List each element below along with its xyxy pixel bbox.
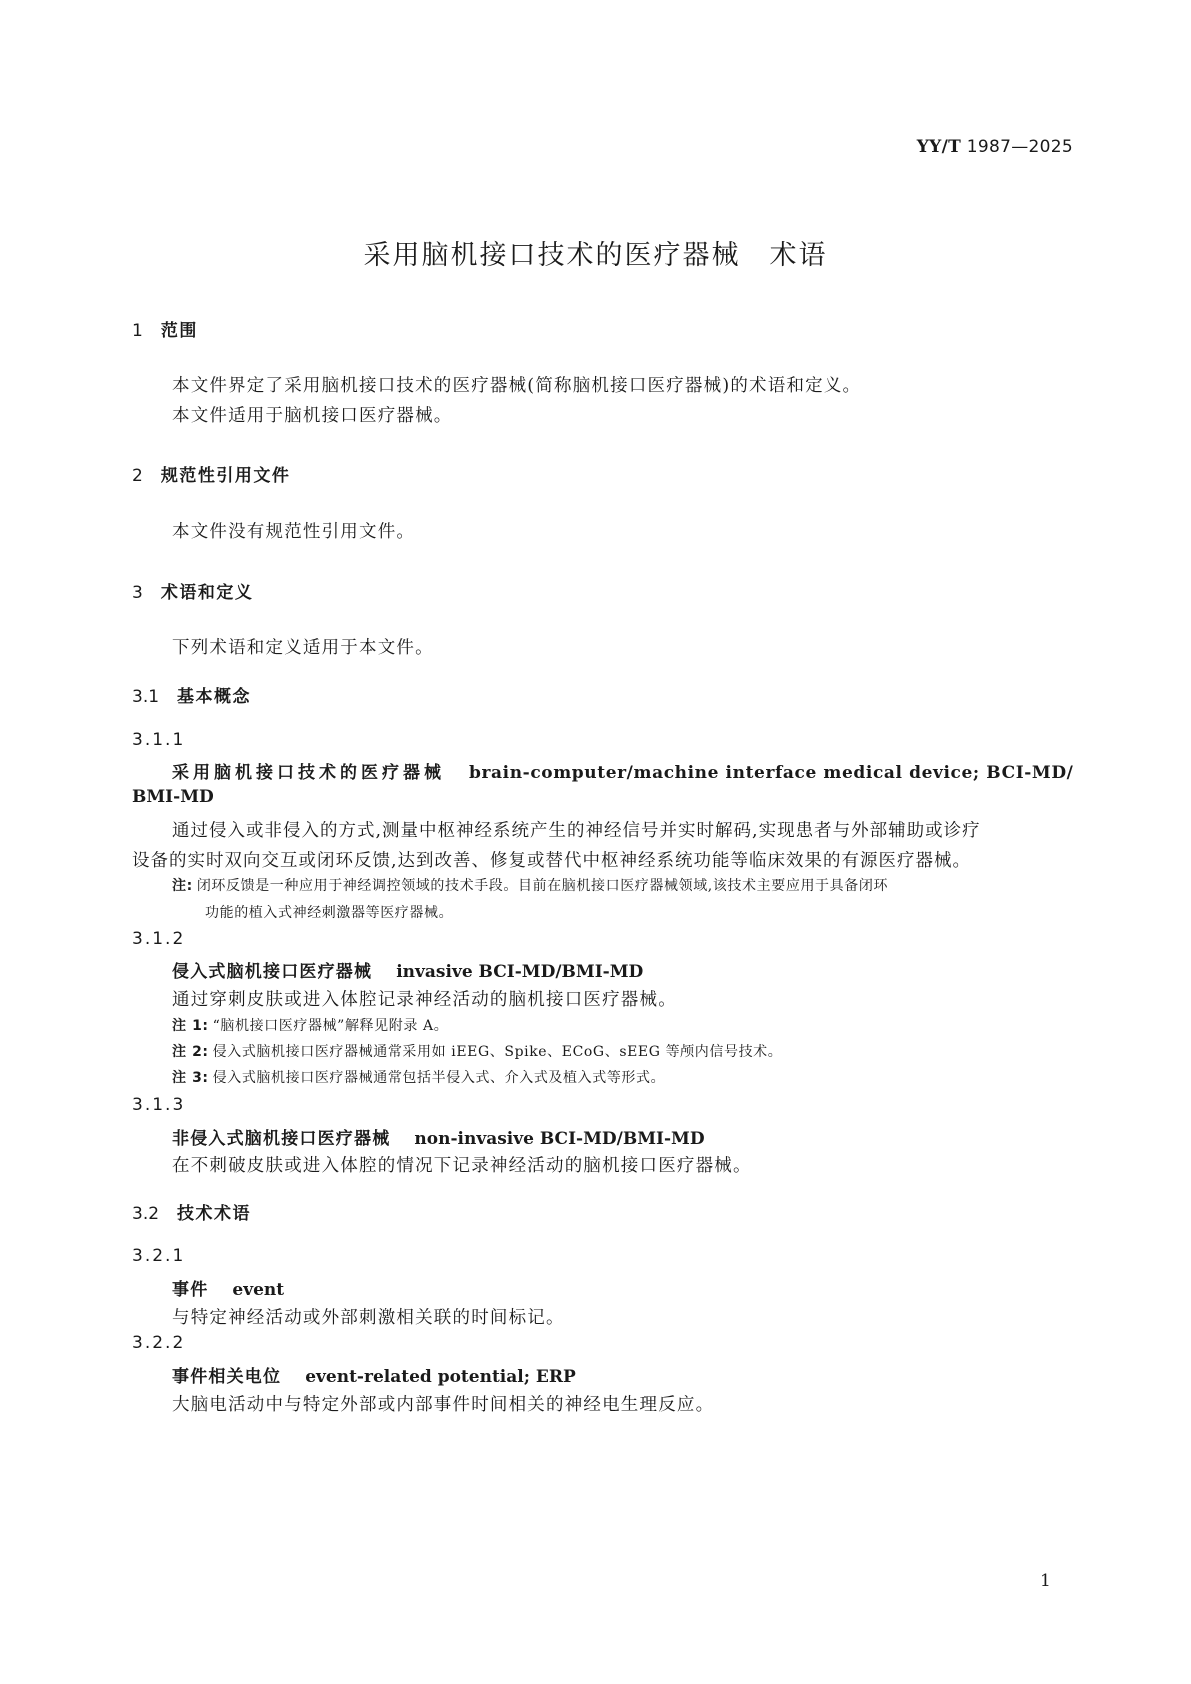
section-number: 3.1 [132,687,160,707]
term-chinese: 采用脑机接口技术的医疗器械 [172,763,445,783]
note-text: “脑机接口医疗器械”解释见附录 A。 [212,1018,449,1034]
standard-number: 1987—2025 [966,137,1073,157]
section-number: 2 [132,466,143,486]
note-label: 注 1: [172,1018,209,1034]
definition: 大脑电活动中与特定外部或内部事件时间相关的神经电生理反应。 [172,1395,715,1415]
paragraph: 本文件适用于脑机接口医疗器械。 [172,406,453,426]
section-3-heading [132,578,253,603]
section-number: 3 [132,583,143,603]
note-continued: 功能的植入式神经刺激器等医疗器械。 [205,905,454,921]
term-chinese: 事件 [172,1280,209,1300]
term-heading [172,758,1074,783]
clause-number: 3.2.1 [132,1246,186,1266]
section-1-heading [132,316,198,341]
note [172,1067,665,1087]
term-english: event-related potential; ERP [305,1367,576,1387]
definition: 与特定神经活动或外部刺激相关联的时间标记。 [172,1308,565,1328]
section-title: 术语和定义 [160,583,254,603]
note-label: 注: [172,878,193,894]
section-title: 规范性引用文件 [160,466,291,486]
subsection-3-2-heading [132,1199,251,1224]
term-chinese: 事件相关电位 [172,1367,282,1387]
note [172,875,888,895]
note-label: 注 3: [172,1070,209,1086]
term-heading-continued [132,787,214,807]
term-english: brain-computer/machine interface medical device; BCI-MD/ [469,763,1074,783]
term-english: BMI-MD [132,787,214,807]
page-number: 1 [1040,1571,1051,1591]
paragraph: 下列术语和定义适用于本文件。 [172,638,434,658]
subsection-3-1-heading [132,682,251,707]
note [172,1041,782,1061]
term-heading [172,1124,705,1149]
paragraph: 本文件界定了采用脑机接口技术的医疗器械(简称脑机接口医疗器械)的术语和定义。 [172,376,862,396]
note-text: 侵入式脑机接口医疗器械通常采用如 iEEG、Spike、ECoG、sEEG 等颅内信号技术。 [212,1044,783,1060]
note-label: 注 2: [172,1044,209,1060]
section-2-heading [132,461,290,486]
section-title: 范围 [160,321,198,341]
clause-number: 3.1.3 [132,1095,186,1115]
definition: 设备的实时双向交互或闭环反馈,达到改善、修复或替代中枢神经系统功能等临床效果的有源医疗器械。 [132,851,972,871]
standard-prefix: YY/T [916,137,962,157]
standard-code [917,137,1073,157]
term-heading [172,957,643,982]
term-chinese: 非侵入式脑机接口医疗器械 [172,1129,391,1149]
term-chinese: 侵入式脑机接口医疗器械 [172,962,373,982]
section-number: 3.2 [132,1204,160,1224]
section-title: 基本概念 [177,687,252,707]
note [172,1015,448,1035]
section-number: 1 [132,321,143,341]
clause-number: 3.1.1 [132,730,186,750]
definition: 通过侵入或非侵入的方式,测量中枢神经系统产生的神经信号并实时解码,实现患者与外部辅助或诊疗 [172,821,981,841]
note-text: 闭环反馈是一种应用于神经调控领域的技术手段。目前在脑机接口医疗器械领域,该技术主要应用于具备闭环 [196,878,889,894]
document-title: 采用脑机接口技术的医疗器械 术语 [363,240,828,271]
note-text: 侵入式脑机接口医疗器械通常包括半侵入式、介入式及植入式等形式。 [212,1070,666,1086]
term-heading [172,1275,284,1300]
section-title: 技术术语 [177,1204,252,1224]
clause-number: 3.1.2 [132,929,186,949]
clause-number: 3.2.2 [132,1333,186,1353]
paragraph: 本文件没有规范性引用文件。 [172,522,416,542]
term-english: invasive BCI-MD/BMI-MD [396,962,644,982]
term-heading [172,1362,576,1387]
term-english: non-invasive BCI-MD/BMI-MD [414,1129,705,1149]
term-english: event [232,1280,285,1300]
definition: 通过穿刺皮肤或进入体腔记录神经活动的脑机接口医疗器械。 [172,990,677,1010]
definition: 在不刺破皮肤或进入体腔的情况下记录神经活动的脑机接口医疗器械。 [172,1156,752,1176]
